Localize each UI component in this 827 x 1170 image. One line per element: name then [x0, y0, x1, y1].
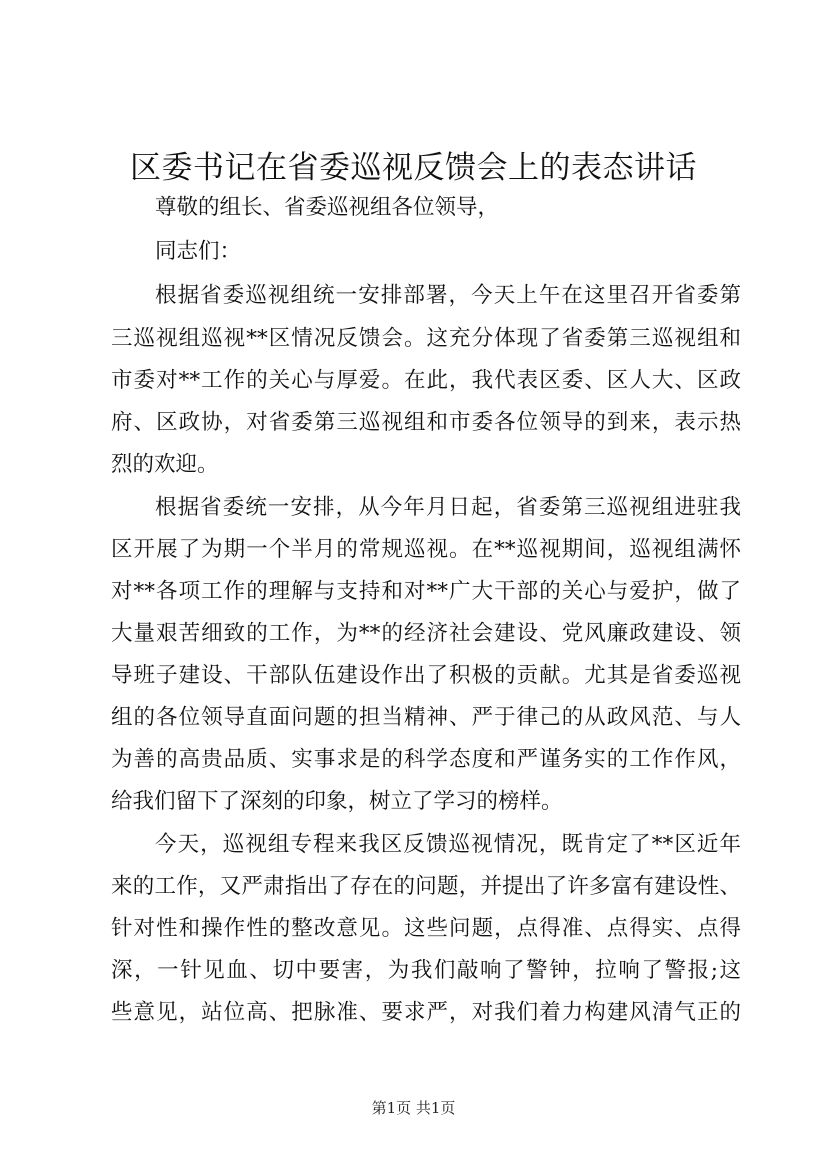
paragraph-line: 根据省委巡视组统一安排部署，今天上午在这里召开省委第 [155, 283, 741, 308]
paragraph-line: 烈的欢迎。 [111, 452, 219, 477]
paragraph-line: 导班子建设、干部队伍建设作出了积极的贡献。尤其是省委巡视 [111, 663, 741, 688]
paragraph-line: 对**各项工作的理解与支持和对**广大干部的关心与爱护，做了 [111, 579, 741, 604]
page-number-footer: 第1页 共1页 [371, 1099, 456, 1117]
paragraph-line: 组的各位领导直面问题的担当精神、严于律己的从政风范、与人 [111, 705, 741, 730]
paragraph-line: 今天，巡视组专程来我区反馈巡视情况，既肯定了**区近年 [155, 832, 741, 857]
paragraph-line: 大量艰苦细致的工作，为**的经济社会建设、党风廉政建设、领 [111, 621, 741, 646]
paragraph-line: 府、区政协，对省委第三巡视组和市委各位领导的到来，表示热 [111, 410, 741, 435]
document-title: 区委书记在省委巡视反馈会上的表态讲话 [130, 150, 697, 186]
paragraph-line: 根据省委统一安排，从今年月日起，省委第三巡视组进驻我 [155, 495, 741, 520]
paragraph-line: 市委对**工作的关心与厚爱。在此，我代表区委、区人大、区政 [111, 368, 741, 393]
salutation-line: 尊敬的组长、省委巡视组各位领导， [155, 195, 500, 220]
paragraph-line: 针对性和操作性的整改意见。这些问题，点得准、点得实、点得 [111, 916, 741, 941]
paragraph-line: 三巡视组巡视**区情况反馈会。这充分体现了省委第三巡视组和 [111, 326, 741, 351]
paragraph-line: 深，一针见血、切中要害，为我们敲响了警钟，拉响了警报;这 [111, 958, 741, 983]
paragraph-line: 区开展了为期一个半月的常规巡视。在**巡视期间，巡视组满怀 [111, 537, 741, 562]
paragraph-line: 来的工作，又严肃指出了存在的问题，并提出了许多富有建设性、 [111, 874, 741, 899]
paragraph-line: 给我们留下了深刻的印象，树立了学习的榜样。 [111, 789, 563, 814]
salutation-line: 同志们： [155, 239, 242, 264]
paragraph-line: 些意见，站位高、把脉准、要求严，对我们着力构建风清气正的 [111, 1000, 741, 1025]
paragraph-line: 为善的高贵品质、实事求是的科学态度和严谨务实的工作作风， [111, 747, 741, 772]
